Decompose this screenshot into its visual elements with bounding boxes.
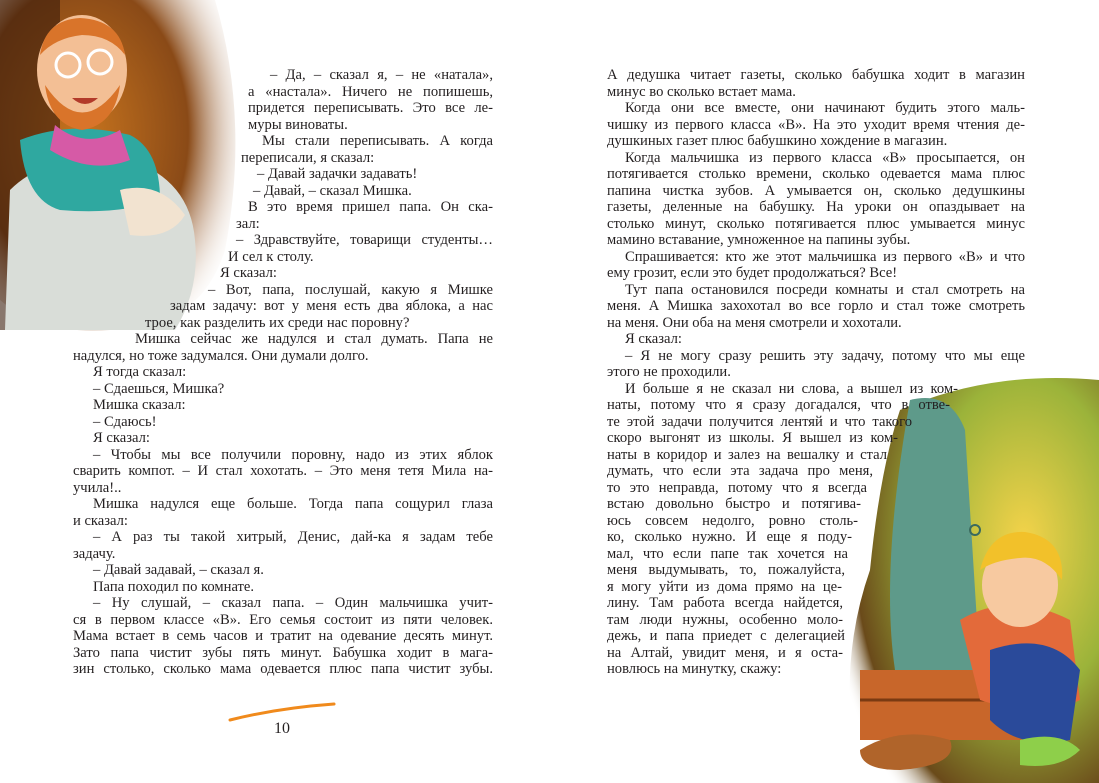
text-line: лину. Там работа всегда найдется, xyxy=(607,595,843,611)
text-line: на Алтай, увидит меня, и я оста- xyxy=(607,644,843,661)
text-line: надулся, но тоже задумался. Они думали долго. xyxy=(73,347,369,364)
text-line: потягивается столько времени, сколько одевается мама плюс xyxy=(607,166,1025,182)
text-line: дежь, и папа приедет с делегацией xyxy=(607,628,845,644)
text-line: и сказал: xyxy=(73,512,128,529)
text-line: – Да, – сказал я, – не «натала», xyxy=(270,67,493,83)
text-line: Спрашивается: кто же этот мальчишка из первого «В» и что xyxy=(625,248,1025,265)
text-line: Мама встает в семь часов и тратит на одевание десять минут. xyxy=(73,628,493,644)
text-line: Папа походил по комнате. xyxy=(93,578,255,595)
text-line: душкиных газет плюс бабушкино хождение в магазин. xyxy=(607,133,948,149)
text-line: Мишка сказал: xyxy=(93,397,186,413)
page-number: 10 xyxy=(274,720,290,737)
text-line: ко, сколько нужно. И еще я поду- xyxy=(607,529,852,545)
text-line: В это время пришел папа. Он ска- xyxy=(248,199,493,215)
text-line: меня выдумывать, то, пожалуйста, xyxy=(607,562,845,578)
text-line: Когда мальчишка из первого класса «В» просыпается, он xyxy=(625,149,1025,166)
text-line: придется переписывать. Это все ле- xyxy=(248,100,493,116)
text-line: Я тогда сказал: xyxy=(93,364,187,380)
text-line: Я сказал: xyxy=(625,331,682,347)
text-line: этого не проходили. xyxy=(607,364,731,380)
text-line: Мишка сейчас же надулся и стал думать. Папа не xyxy=(135,331,493,347)
text-line: газеты, деленные на бабушку. На уроки он опаздывает на xyxy=(607,199,1025,215)
text-line: – Ну слушай, – сказал папа. – Один мальчишка учит- xyxy=(93,595,493,611)
text-line: ся в первом классе «В». Его семья состоит из пяти человек. xyxy=(73,611,493,628)
text-line: Я сказал: xyxy=(220,265,277,281)
text-line: на меня. Они оба на меня смотрели и хохотали. xyxy=(607,314,902,331)
text-line: там люди нужны, особенно моло- xyxy=(607,611,843,628)
text-line: задачу. xyxy=(73,545,116,562)
text-line: зал: xyxy=(236,215,260,232)
text-line: меня. А Мишка захохотал во все горло и стал тоже смотреть xyxy=(607,298,1025,314)
text-line: И больше я не сказал ни слова, а вышел из ком- xyxy=(625,380,958,397)
text-line: Мишка надулся еще больше. Тогда папа сощурил глаза xyxy=(93,496,493,512)
text-line: мал, что если папе так хочется на xyxy=(607,545,848,562)
text-line: – А раз ты такой хитрый, Денис, дай-ка я задам тебе xyxy=(93,529,493,545)
text-line: А дедушка читает газеты, сколько бабушка ходит в магазин xyxy=(607,67,1025,83)
text-line: – Здравствуйте, товарищи студенты… xyxy=(236,232,493,248)
text-line: новлюсь на минутку, скажу: xyxy=(607,661,782,677)
text-line: Мы стали переписывать. А когда xyxy=(262,133,493,149)
text-line: – Давай, – сказал Мишка. xyxy=(253,182,412,199)
text-line: переписали, я сказал: xyxy=(241,149,375,166)
text-line: ему грозит, если это будет продолжаться? Все! xyxy=(607,265,898,281)
text-line: сварить компот. – И стал хохотать. – Это меня тетя Мила на- xyxy=(73,463,493,479)
text-line: чишку из первого класса «В». На это уходит время чтения де- xyxy=(607,116,1025,133)
text-line: столько минут, сколько потягивается плюс умывается минус xyxy=(607,215,1025,232)
text-line: встаю довольно быстро и потягива- xyxy=(607,496,861,512)
text-line: зин столько, сколько мама одевается плюс папа чистит зубы. xyxy=(73,661,493,677)
text-line: юсь совсем недолго, ровно столь- xyxy=(607,512,858,529)
text-line: И сел к столу. xyxy=(228,248,314,265)
text-line: минус во сколько встает мама. xyxy=(607,83,796,100)
text-line: наты, потому что я сразу догадался, что в отве- xyxy=(607,397,950,413)
text-line: – Давай задавай, – сказал я. xyxy=(93,562,264,578)
text-line: Зато папа чистит зубы пять минут. Бабушка ходит в мага- xyxy=(73,644,493,661)
text-line: – Сдаешься, Мишка? xyxy=(93,380,225,397)
text-line: муры виноваты. xyxy=(248,116,348,133)
text-line: папина чистка зубов. А умывается он, сколько дедушкины xyxy=(607,182,1025,199)
text-line: трое, как разделить их среди нас поровну? xyxy=(145,314,410,331)
text-line: – Сдаюсь! xyxy=(93,413,157,430)
text-line: Когда они все вместе, они начинают будить этого маль- xyxy=(625,100,1025,116)
text-line: те этой задачи получится лентяй и что такого xyxy=(607,413,912,430)
text-line: – Чтобы мы все получили поровну, надо из этих яблок xyxy=(93,446,493,463)
text-line: задам задачу: вот у меня есть два яблока, а нас xyxy=(170,298,493,314)
text-line: скоро выгонят из школы. Я вышел из ком- xyxy=(607,430,898,446)
text-line: – Я не могу сразу решить эту задачу, потому что мы еще xyxy=(625,347,1025,364)
text-line: наты в коридор и залез на вешалку и стал xyxy=(607,446,887,463)
text-line: Тут папа остановился посреди комнаты и стал смотреть на xyxy=(625,281,1025,298)
text-line: мамино вставание, умноженное на папины зубы. xyxy=(607,232,911,248)
text-line: я могу уйти из дома прямо на це- xyxy=(607,578,842,595)
text-line: Я сказал: xyxy=(93,430,150,446)
text-line: – Давай задачки задавать! xyxy=(257,166,418,182)
text-line: то это неправда, потому что я всегда xyxy=(607,479,867,496)
text-line: а «настала». Ничего не попишешь, xyxy=(248,83,493,100)
text-line: – Вот, папа, послушай, какую я Мишке xyxy=(208,281,493,298)
text-line: думать, что если эта задача про меня, xyxy=(607,463,873,479)
text-line: учила!.. xyxy=(73,479,122,496)
